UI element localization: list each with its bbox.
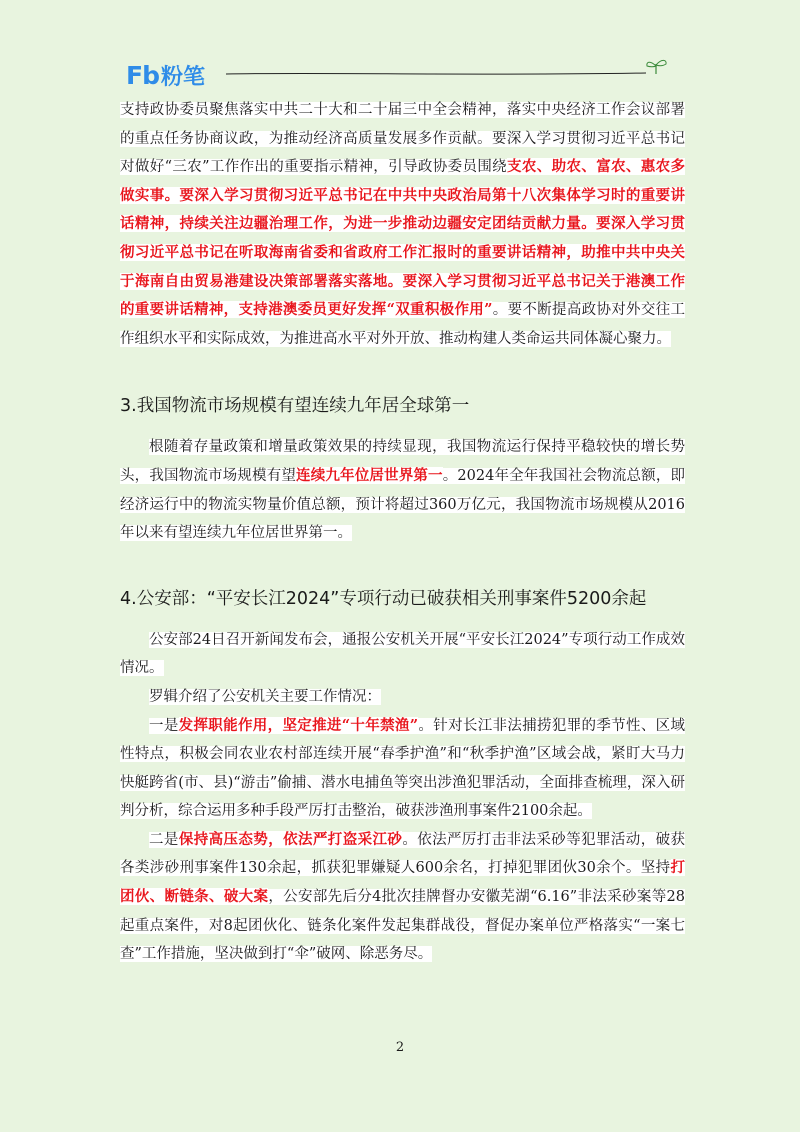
section-title-police: 4.公安部：“平安长江2024”专项行动已破获相关刑事案件5200余起 (120, 588, 647, 609)
sprout-icon (647, 60, 666, 74)
paragraph-text: 。要不断提高政协对外交往工作组织水平和实际成效，为推进高水平对外开放、推动构建人类命运共同体凝心聚力。 (120, 302, 685, 347)
page-number: 2 (395, 1040, 405, 1055)
highlighted-text: 保持高压态势，依法严打盗采江砂 (178, 830, 403, 848)
paragraph-logistics (120, 433, 685, 547)
paragraph-text: 罗辑介绍了公安机关主要工作情况： (149, 688, 381, 705)
highlighted-text: 连续九年位居世界第一 (296, 466, 443, 484)
paragraph-text: 二是 (149, 831, 179, 848)
highlighted-text: 发挥职能作用，坚定推进“十年禁渔” (178, 716, 419, 734)
paragraph-text: 。2024年全年我国社会物流总额，即经济运行中的物流实物量价值总额，预计将超过360万亿元，我国物流市场规模从2016年以来有望连续九年位居世界第一。 (120, 467, 686, 542)
paragraph-text: ，公安部先后分4批次挂牌督办安徽芜湖“6.16”非法采砂案等28起重点案件，对8起团伙化、链条化案件发起集群战役，督促办案单位严格落实“一案七查”工作措施，坚决做到打“伞”破网、除恶务尽。 (120, 889, 685, 963)
paragraph-cppcc (120, 96, 685, 353)
paragraph-police-luoji (120, 683, 685, 712)
paragraph-text: 。针对长江非法捕捞犯罪的季节性、区域性特点，积极会同农业农村部连续开展“春季护渔”和“秋季护渔”区域会战，紧盯大马力快艇跨省(市、县)“游击”偷捕、潜水电捕鱼等突出涉渔犯罪活动，全面排查梳理，深入研判分析，综合运用多种手段严厉打击整治，破获涉渔刑事案件2100余起。 (120, 717, 685, 820)
highlighted-text: 支农、助农、富农、惠农多做实事。要深入学习贯彻习近平总书记在中共中央政治局第十八次集体学习时的重要讲话精神，持续关注边疆治理工作，为进一步推动边疆安定团结贡献力量。要深入学习贯彻习近平总书记在听取海南省委和省政府工作汇报时的重要讲话精神，助推中共中央关于海南自由贸易港建设决策部署落实落地。要深入学习贯彻习近平总书记关于港澳工作的重要讲话精神，支持港澳委员更好发挥“双重积极作用” (120, 158, 686, 319)
header-divider (126, 52, 686, 82)
paragraph-police-intro (120, 626, 685, 683)
paragraph-text: 。依法严厉打击非法采砂等犯罪活动，破获各类涉砂刑事案件130余起，抓获犯罪嫌疑人600余名，打掉犯罪团伙30余个。坚持 (120, 831, 686, 877)
paragraph-text: 一是 (149, 717, 179, 734)
paragraph-text: 支持政协委员聚焦落实中共二十大和二十届三中全会精神，落实中央经济工作会议部署的重点任务协商议政，为推动经济高质量发展多作贡献。要深入学习贯彻习近平总书记对做好“三农”工作作出的重要指示精神，引导政协委员围绕 (120, 102, 685, 176)
paragraph-text: 公安部24日召开新闻发布会，通报公安机关开展“平安长江2024”专项行动工作成效情况。 (120, 631, 685, 677)
paragraph-police-point2 (120, 826, 685, 969)
page-content (120, 96, 685, 969)
section-title-logistics: 3.我国物流市场规模有望连续九年居全球第一 (120, 396, 470, 417)
logo-latin: Fb (126, 61, 159, 90)
page-header (0, 0, 800, 100)
paragraph-text: 根随着存量政策和增量政策效果的持续显现，我国物流运行保持平稳较快的增长势头，我国物流市场规模有望 (120, 439, 685, 484)
logo-chinese: 粉笔 (160, 65, 205, 90)
highlighted-text: 打团伙、断链条、破大案 (120, 859, 685, 906)
paragraph-police-point1 (120, 712, 685, 826)
